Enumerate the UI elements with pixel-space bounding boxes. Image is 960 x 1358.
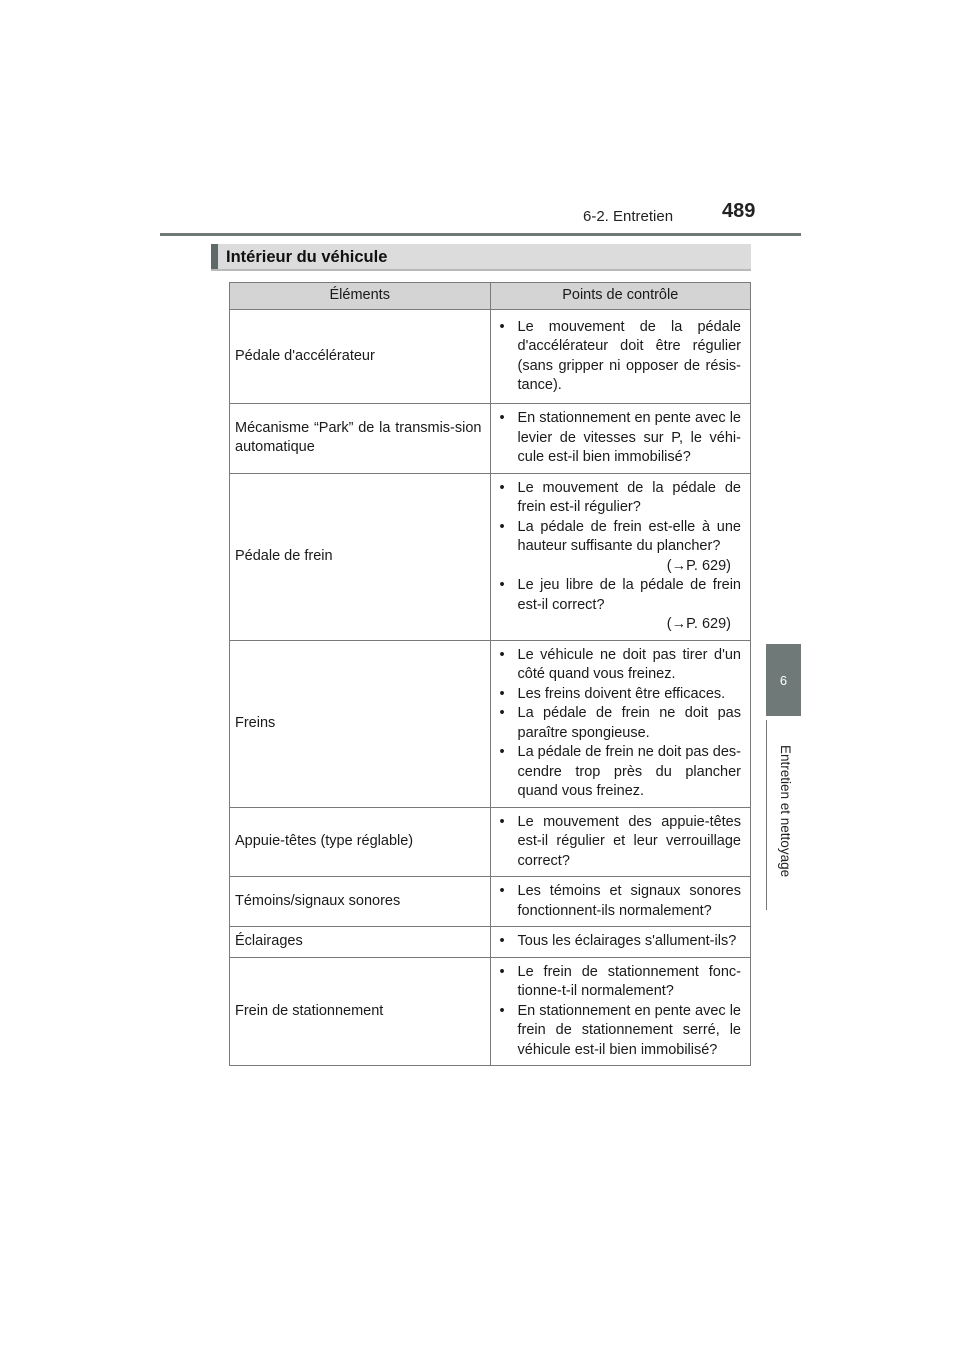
column-header-items: Éléments [230,283,491,310]
item-cell: Mécanisme “Park” de la transmis-sion automatique [230,404,491,474]
table-row [230,957,751,1066]
checkpoint: • Le mouvement de la pédale d'accélérateur doit être régulier (sans gripper ni opposer de résis-tance). [500,318,742,396]
chapter-label: Entretien et nettoyage [778,745,793,878]
table-row [230,927,751,958]
checkpoint [500,576,742,635]
table-row [230,310,751,404]
section-title: Intérieur du véhicule [226,248,388,266]
page-reference[interactable]: (→P. 629) [666,557,731,574]
checkpoint: • En stationnement en pente avec le frein de stationnement serré, le véhicule est-il bien immobilisé? [500,1002,742,1061]
inspection-table [229,282,751,1066]
checkpoint: • Le mouvement des appuie-têtes est-il régulier et leur verrouillage correct? [500,813,742,872]
checkpoint: • Les témoins et signaux sonores fonctionnent-ils normalement? [500,882,742,921]
section-heading-accent [211,244,218,269]
checkpoint: • Tous les éclairages s'allument-ils? [500,932,742,952]
points-cell [490,310,751,404]
checkpoint-text: Le jeu libre de la pédale de frein est-il correct? [517,577,741,613]
checkpoint: • Le véhicule ne doit pas tirer d'un côté quand vous freinez. [500,646,742,685]
table-row [230,877,751,927]
item-cell: Témoins/signaux sonores [230,877,491,927]
item-cell: Éclairages [230,927,491,958]
checkpoint: • La pédale de frein ne doit pas paraître spongieuse. [500,704,742,743]
points-cell [490,927,751,958]
item-cell: Frein de stationnement [230,957,491,1066]
chapter-tab [766,644,801,716]
points-cell [490,404,751,474]
header-rule [160,233,801,236]
points-cell [490,877,751,927]
table-row [230,640,751,807]
checkpoint: • Le mouvement de la pédale de frein est-il régulier? [500,479,742,518]
column-header-checkpoints: Points de contrôle [490,283,751,310]
chapter-number: 6 [779,672,788,688]
item-cell: Appuie-têtes (type réglable) [230,807,491,877]
table-row [230,807,751,877]
page-reference[interactable]: (→P. 629) [666,616,731,632]
points-cell [490,807,751,877]
checkpoint [500,518,742,577]
checkpoint-text: La pédale de frein est-elle à une hauteur suffisante du plancher? [517,518,741,554]
page-number: 489 [722,200,756,222]
table-header-row [230,283,751,310]
points-cell [490,957,751,1066]
item-cell: Freins [230,640,491,807]
table-row [230,473,751,640]
section-heading [211,244,751,271]
running-header-section: 6-2. Entretien [583,208,674,225]
item-cell: Pédale de frein [230,473,491,640]
points-cell [490,473,751,640]
checkpoint: • La pédale de frein ne doit pas des-cendre trop près du plancher quand vous freinez. [500,743,742,802]
item-cell: Pédale d'accélérateur [230,310,491,404]
points-cell [490,640,751,807]
checkpoint: • Le frein de stationnement fonc-tionne-t-il normalement? [500,963,742,1002]
chapter-tab-line [766,720,767,910]
checkpoint: • Les freins doivent être efficaces. [500,685,742,705]
checkpoint: • En stationnement en pente avec le levier de vitesses sur P, le véhi-cule est-il bien immobilisé? [500,409,742,468]
table-row [230,404,751,474]
